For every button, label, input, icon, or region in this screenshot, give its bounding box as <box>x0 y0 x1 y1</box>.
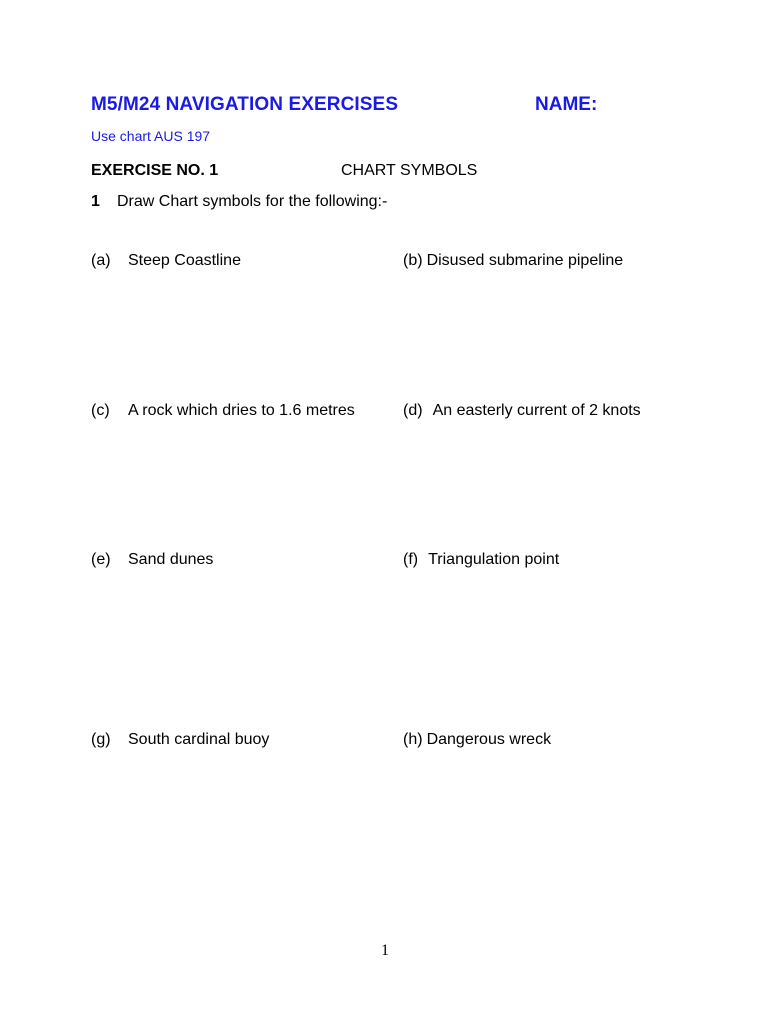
item-text: Disused submarine pipeline <box>426 252 624 269</box>
list-item <box>91 551 213 569</box>
instruction-text: Draw Chart symbols for the following:- <box>117 193 388 210</box>
chart-reference: Use chart AUS 197 <box>91 128 211 144</box>
item-letter: (b) <box>403 252 423 269</box>
list-item <box>403 551 559 569</box>
name-label: NAME: <box>535 94 598 115</box>
item-text: Dangerous wreck <box>426 731 552 748</box>
item-letter: (f) <box>403 551 419 568</box>
item-text: Sand dunes <box>128 551 214 568</box>
item-letter: (g) <box>91 731 111 748</box>
item-text: Steep Coastline <box>128 252 241 269</box>
list-item <box>91 731 269 749</box>
list-item <box>403 252 623 270</box>
item-letter: (e) <box>91 551 111 568</box>
list-item <box>403 402 641 420</box>
item-letter: (a) <box>91 252 111 269</box>
item-letter: (d) <box>403 402 423 419</box>
item-letter: (c) <box>91 402 110 419</box>
item-text: An easterly current of 2 knots <box>432 402 641 419</box>
question-instruction <box>91 193 387 211</box>
list-item <box>91 402 355 420</box>
exercise-topic: CHART SYMBOLS <box>341 162 478 179</box>
item-text: South cardinal buoy <box>128 731 270 748</box>
document-title: M5/M24 NAVIGATION EXERCISES <box>91 94 399 115</box>
list-item <box>91 252 241 270</box>
exercise-label: EXERCISE NO. 1 <box>91 162 219 179</box>
list-item <box>403 731 551 749</box>
item-text: A rock which dries to 1.6 metres <box>128 402 355 419</box>
question-number: 1 <box>91 193 100 210</box>
page-number: 1 <box>381 942 389 959</box>
item-text: Triangulation point <box>428 551 560 568</box>
item-letter: (h) <box>403 731 423 748</box>
